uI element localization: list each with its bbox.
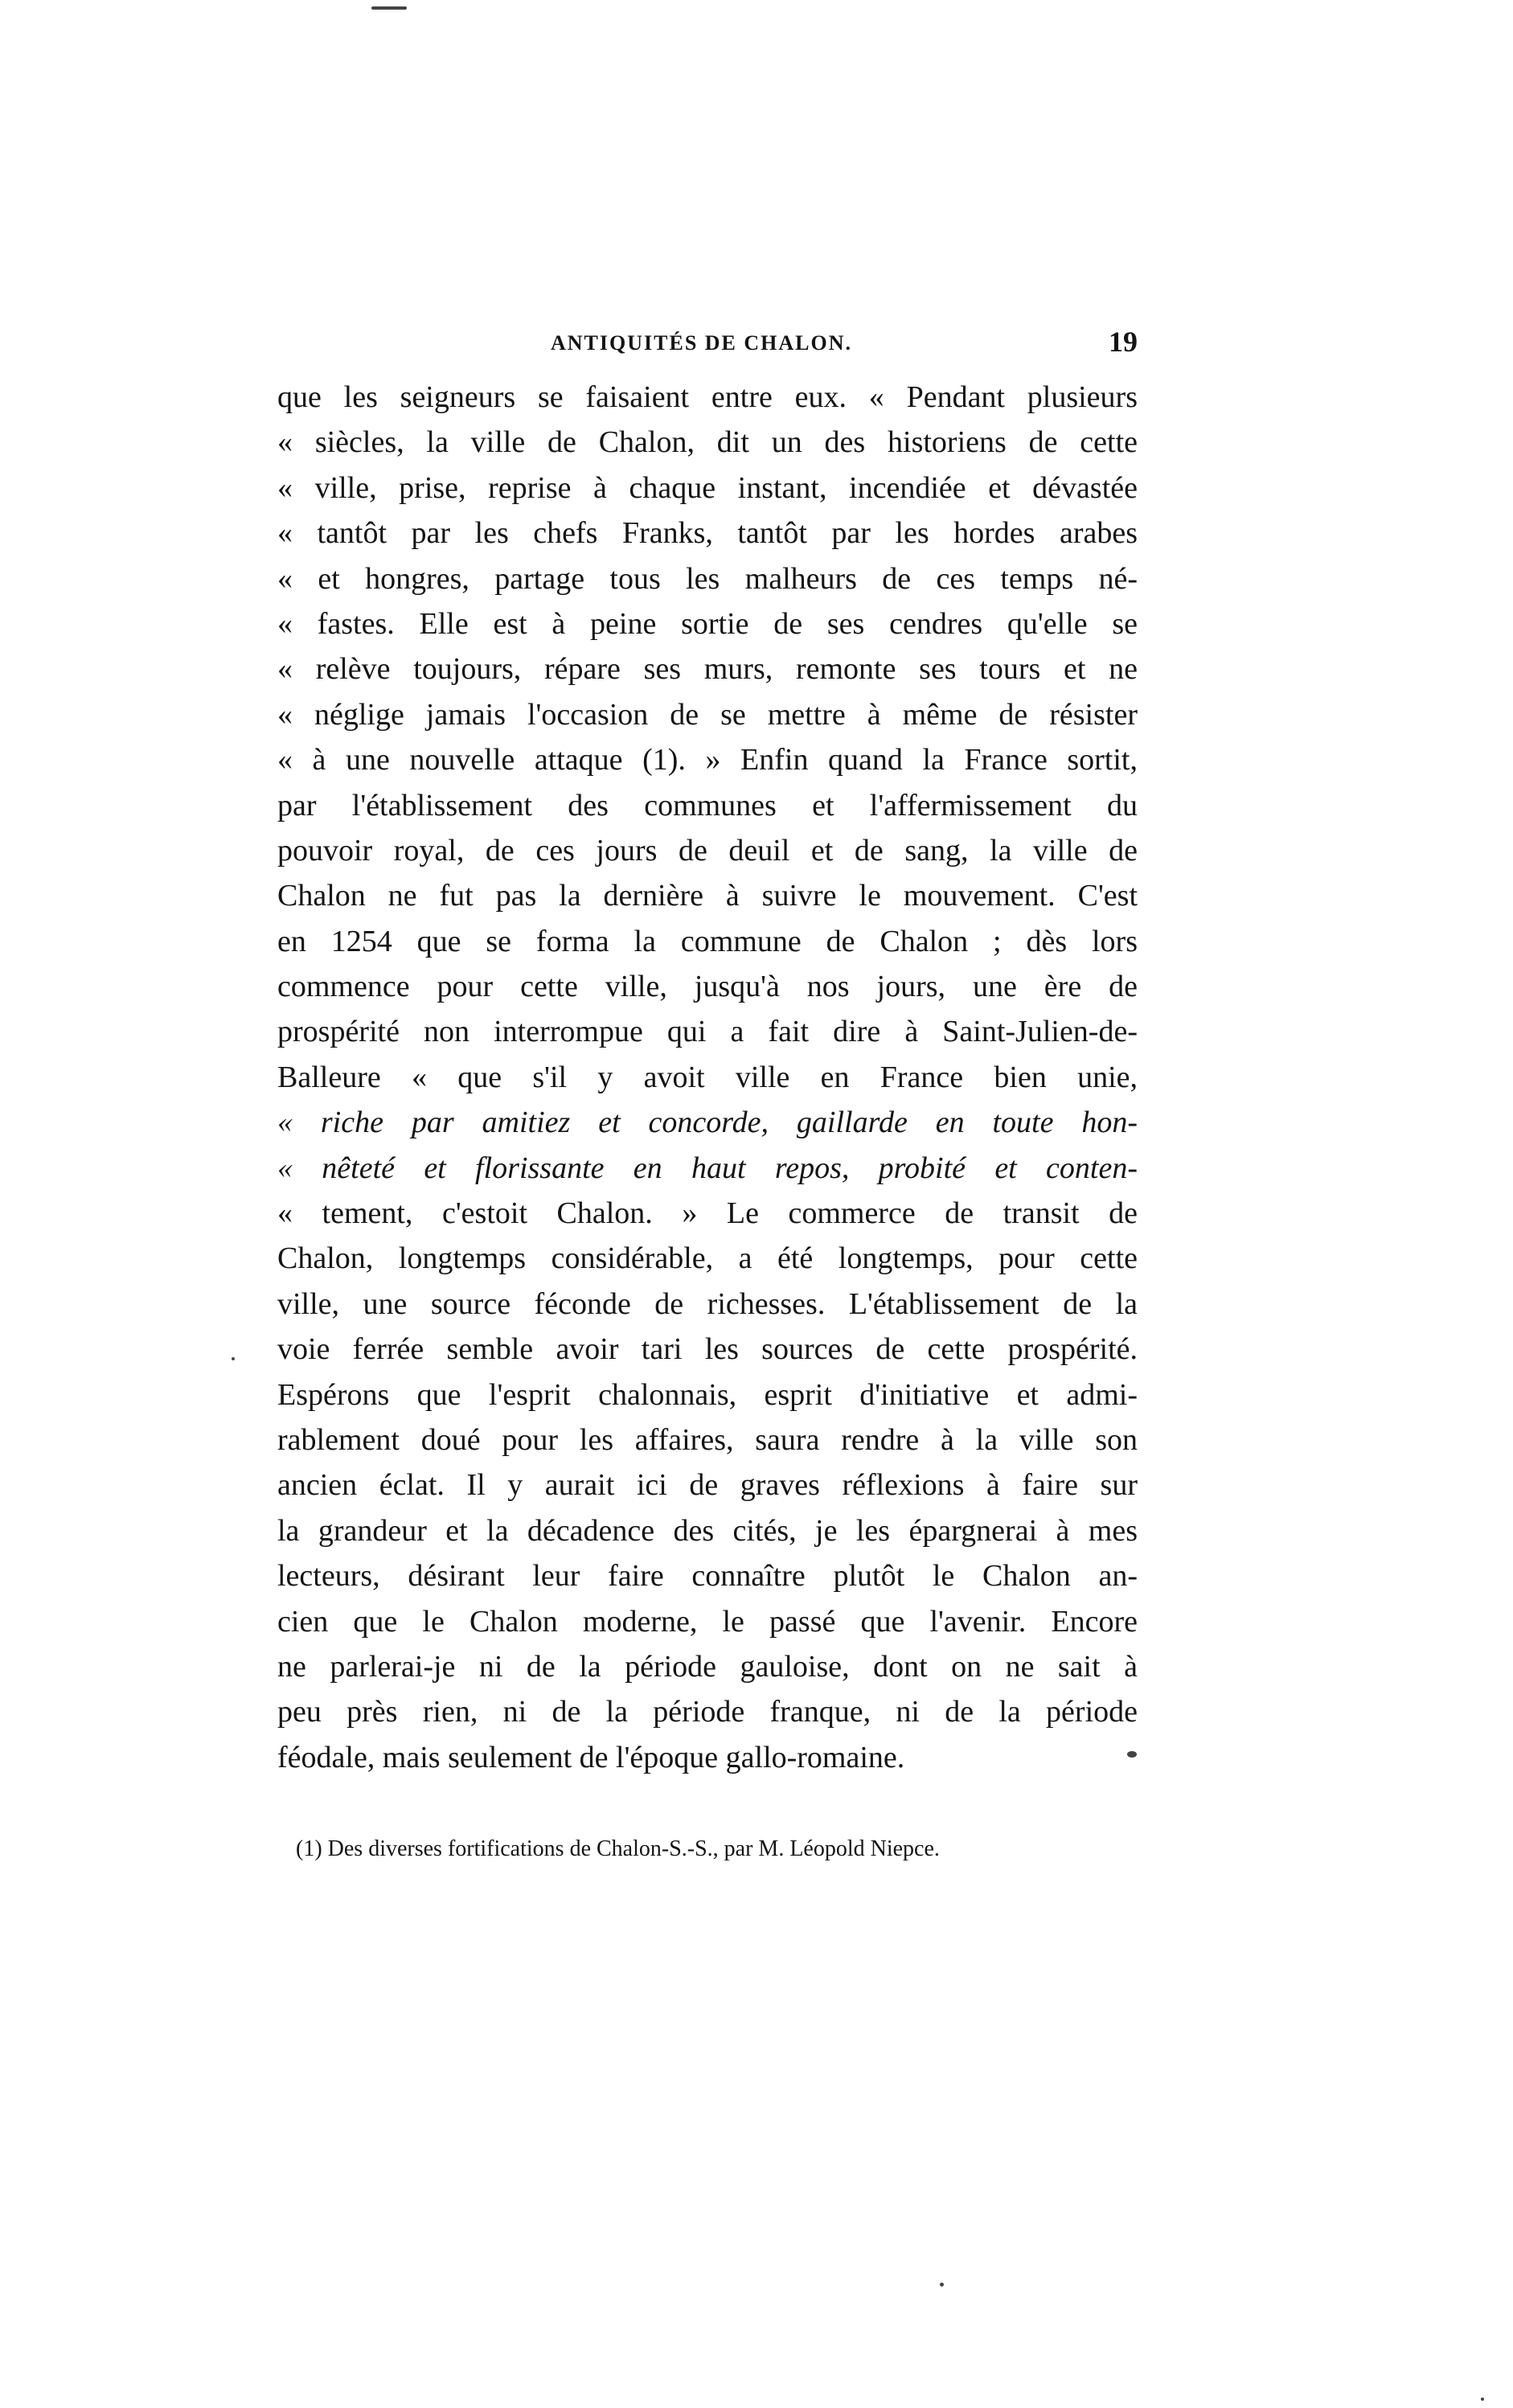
text-line-quotation: « nêteté et florissante en haut repos, probité et conten- [277, 1151, 1138, 1185]
scan-speck [232, 1357, 235, 1360]
body-text [277, 375, 1138, 1780]
running-title: ANTIQUITÉS DE CHALON. [551, 331, 853, 355]
footnote-text: (1) Des diverses fortifications de Chalon-S.-S., par M. Léopold Niepce. [296, 1836, 940, 1861]
text-line: peu près rien, ni de la période franque, ni de la période [277, 1695, 1138, 1729]
text-line: « à une nouvelle attaque (1). » Enfin quand la France sortit, [277, 743, 1138, 777]
text-line: Chalon, longtemps considérable, a été longtemps, pour cette [277, 1241, 1138, 1276]
running-head [277, 325, 1138, 373]
text-line-quotation: « riche par amitiez et concorde, gaillarde en toute hon- [277, 1106, 1138, 1140]
scan-speck [1127, 1751, 1137, 1758]
text-line: Espérons que l'esprit chalonnais, esprit d'initiative et admi- [277, 1377, 1138, 1412]
text-line: ancien éclat. Il y aurait ici de graves réflexions à faire sur [277, 1468, 1138, 1503]
text-line: pouvoir royal, de ces jours de deuil et de sang, la ville de [277, 833, 1138, 868]
text-line: lecteurs, désirant leur faire connaître plutôt le Chalon an- [277, 1559, 1138, 1594]
text-line-last: féodale, mais seulement de l'époque gallo-romaine. [277, 1740, 905, 1774]
text-line: « néglige jamais l'occasion de se mettre à même de résister [277, 697, 1138, 732]
footnote [277, 1833, 1138, 1865]
text-line: « et hongres, partage tous les malheurs de ces temps né- [277, 561, 1138, 596]
text-line: voie ferrée semble avoir tari les sources de cette prospérité. [277, 1332, 1138, 1367]
page-number: 19 [1109, 326, 1138, 358]
text-line: « relève toujours, répare ses murs, remonte ses tours et ne [277, 652, 1138, 687]
text-line: que les seigneurs se faisaient entre eux. « Pendant plusieurs [277, 380, 1138, 414]
text-line: par l'établissement des communes et l'affermissement du [277, 788, 1138, 822]
text-line: cien que le Chalon moderne, le passé que l'avenir. Encore [277, 1604, 1138, 1639]
text-line: en 1254 que se forma la commune de Chalon ; dès lors [277, 924, 1138, 958]
text-line: commence pour cette ville, jusqu'à nos jours, une ère de [277, 970, 1138, 1004]
text-line: « siècles, la ville de Chalon, dit un des historiens de cette [277, 425, 1138, 460]
text-line: Chalon ne fut pas la dernière à suivre le mouvement. C'est [277, 879, 1138, 913]
text-line: « ville, prise, reprise à chaque instant, incendiée et dévastée [277, 470, 1138, 505]
text-line: « tantôt par les chefs Franks, tantôt par les hordes arabes [277, 516, 1138, 551]
text-line: Balleure « que s'il y avoit ville en France bien unie, [277, 1060, 1138, 1094]
text-line: rablement doué pour les affaires, saura rendre à la ville son [277, 1422, 1138, 1457]
text-line: « fastes. Elle est à peine sortie de ses cendres qu'elle se [277, 606, 1138, 641]
scan-speck [371, 6, 407, 10]
scan-speck [1481, 2398, 1484, 2401]
text-line: la grandeur et la décadence des cités, je les épargnerai à mes [277, 1513, 1138, 1548]
text-line: prospérité non interrompue qui a fait dire à Saint-Julien-de- [277, 1015, 1138, 1049]
text-line: « tement, c'estoit Chalon. » Le commerce de transit de [277, 1196, 1138, 1231]
scan-speck [940, 2283, 944, 2287]
text-line: ville, une source féconde de richesses. L'établissement de la [277, 1286, 1138, 1321]
text-line: ne parlerai-je ni de la période gauloise, dont on ne sait à [277, 1649, 1138, 1684]
